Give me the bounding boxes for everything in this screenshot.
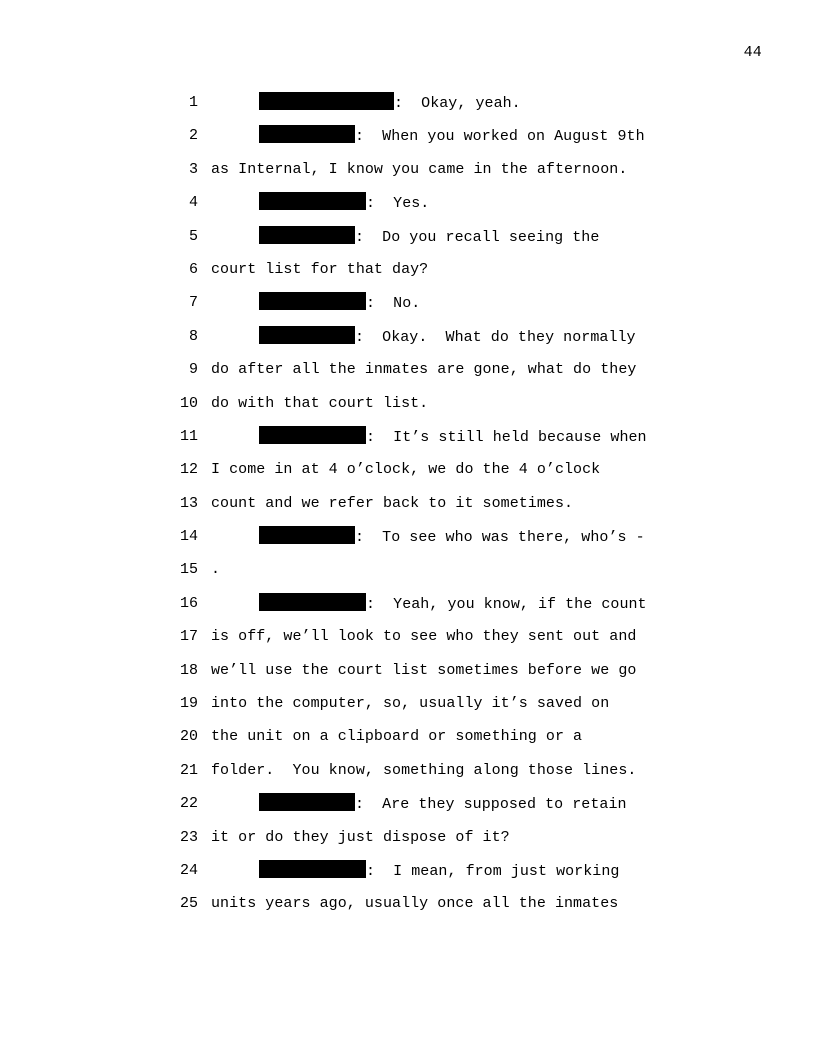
transcript-line [0,159,816,192]
speaker-line [259,292,420,315]
transcript-line [0,593,816,626]
continuation-line [211,159,627,181]
line-text: the unit on a clipboard or something or a [211,728,583,746]
line-number: 6 [188,260,198,278]
speaker-line [259,860,619,883]
line-text: : Yes. [366,195,430,213]
transcript-line [0,893,816,926]
line-text: : Okay. What do they normally [355,328,636,346]
speaker-line [259,793,627,816]
transcript-body [0,92,816,927]
line-text: : Do you recall seeing the [355,228,600,246]
speaker-line [259,192,429,215]
line-text: as Internal, I know you came in the afternoon. [211,160,628,178]
transcript-line [0,626,816,659]
speaker-line [259,92,521,115]
line-number: 14 [179,528,198,546]
speaker-line [259,326,636,349]
line-number: 4 [188,194,198,212]
continuation-line [211,259,428,281]
transcript-line [0,92,816,125]
line-number: 1 [188,94,198,111]
transcript-line [0,726,816,759]
line-number: 12 [179,461,198,479]
line-number: 16 [179,594,198,612]
line-number: 20 [179,728,198,746]
line-number: 19 [179,695,198,713]
transcript-line [0,526,816,559]
transcript-line [0,760,816,793]
redacted-speaker-name [259,526,355,544]
transcript-line [0,359,816,392]
line-number: 23 [179,828,198,846]
transcript-line [0,827,816,860]
continuation-line [211,827,510,849]
line-text: folder. You know, something along those lines. [211,761,637,779]
line-text: I come in at 4 o’clock, we do the 4 o’clock [211,461,601,479]
page-number: 44 [743,44,762,61]
continuation-line [211,559,220,581]
redacted-speaker-name [259,593,366,611]
line-number: 21 [179,761,198,779]
continuation-line [211,693,609,715]
transcript-line [0,660,816,693]
redacted-speaker-name [259,292,366,310]
line-text: court list for that day? [211,260,429,278]
line-text: : Okay, yeah. [394,95,521,112]
line-number: 17 [179,628,198,646]
line-text: we’ll use the court list sometimes before we go [211,661,637,679]
line-number: 10 [179,394,198,412]
transcript-line [0,226,816,259]
line-text: : Are they supposed to retain [355,796,627,814]
line-text: do with that court list. [211,394,429,412]
redacted-speaker-name [259,192,366,210]
line-number: 15 [179,561,198,579]
transcript-line [0,493,816,526]
line-number: 2 [188,127,198,145]
transcript-line [0,125,816,158]
line-text: : No. [366,295,421,313]
continuation-line [211,459,600,481]
transcript-line [0,559,816,592]
transcript-line [0,459,816,492]
line-number: 11 [179,427,198,445]
speaker-line [259,526,645,549]
line-text: : When you worked on August 9th [355,128,645,146]
continuation-line [211,393,428,415]
line-number: 24 [179,861,198,879]
line-text: : I mean, from just working [366,862,620,880]
redacted-speaker-name [259,226,355,244]
redacted-speaker-name [259,92,394,110]
transcript-line [0,793,816,826]
redacted-speaker-name [259,793,355,811]
continuation-line [211,493,573,515]
transcript-line [0,426,816,459]
redacted-speaker-name [259,860,366,878]
line-number: 5 [188,227,198,245]
line-text: do after all the inmates are gone, what do they [211,361,637,379]
speaker-line [259,125,645,148]
line-number: 18 [179,661,198,679]
continuation-line [211,359,636,381]
line-number: 3 [188,160,198,178]
line-number: 13 [179,494,198,512]
line-text: into the computer, so, usually it’s saved on [211,695,610,713]
line-text: is off, we’ll look to see who they sent out and [211,628,637,646]
transcript-line [0,192,816,225]
transcript-line [0,326,816,359]
continuation-line [211,893,618,915]
redacted-speaker-name [259,326,355,344]
continuation-line [211,726,582,748]
line-number: 25 [179,895,198,913]
line-text: . [211,561,221,579]
transcript-line [0,860,816,893]
speaker-line [259,593,647,616]
line-text: it or do they just dispose of it? [211,828,510,846]
line-number: 9 [188,361,198,379]
line-number: 7 [188,294,198,312]
line-text: units years ago, usually once all the inmates [211,895,619,913]
transcript-line [0,259,816,292]
redacted-speaker-name [259,426,366,444]
line-number: 8 [188,327,198,345]
line-text: : To see who was there, who’s - [355,529,645,547]
line-number: 22 [179,795,198,813]
continuation-line [211,760,636,782]
redacted-speaker-name [259,125,355,143]
transcript-line [0,292,816,325]
speaker-line [259,226,599,249]
line-text: : It’s still held because when [366,428,647,446]
continuation-line [211,626,636,648]
transcript-line [0,693,816,726]
speaker-line [259,426,647,449]
line-text: : Yeah, you know, if the count [366,595,647,613]
line-text: count and we refer back to it sometimes. [211,494,574,512]
transcript-line [0,393,816,426]
continuation-line [211,660,636,682]
